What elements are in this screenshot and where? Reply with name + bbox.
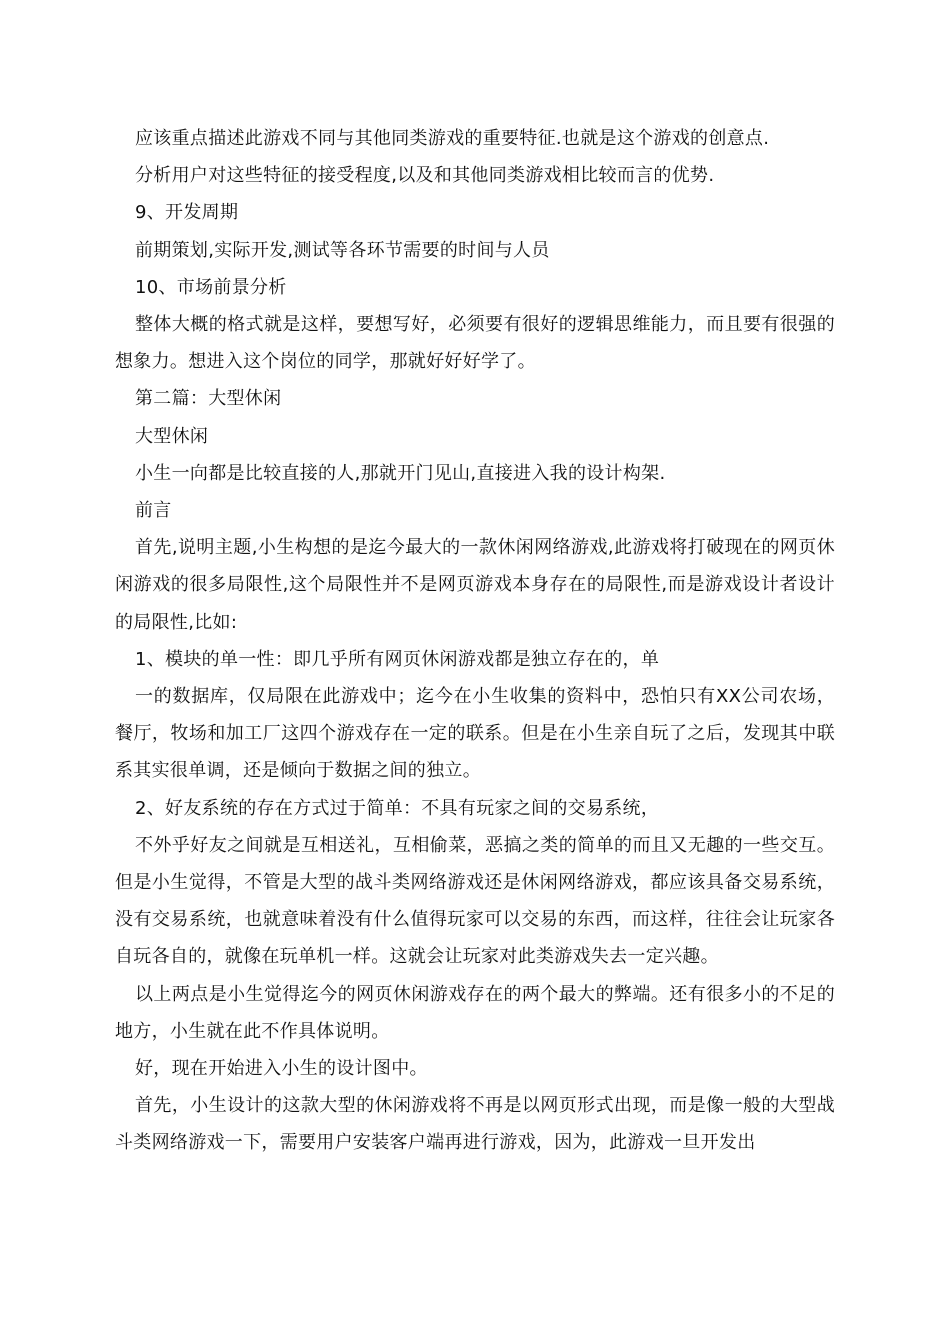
paragraph-enter-design: 好，现在开始进入小生的设计图中。 — [135, 1058, 428, 1080]
paragraph-drawbacks-summary: 以上两点是小生觉得迄今的网页休闲游戏存在的两个最大的弊端。还有很多小的不足的地方，小生就在此不作具体说明。 — [115, 983, 835, 1042]
paragraph-intro-direct: 小生一向都是比较直接的人,那就开门见山,直接进入我的设计构架. — [135, 462, 666, 484]
paragraph-feature-description: 应该重点描述此游戏不同与其他同类游戏的重要特征.也就是这个游戏的创意点. — [135, 128, 770, 149]
heading-large-casual: 大型休闲 — [135, 425, 209, 447]
paragraph-client-install: 首先，小生设计的这款大型的休闲游戏将不再是以网页形式出现，而是像一般的大型战斗类网络游戏一下，需要用户安装客户端再进行游戏，因为，此游戏一旦开发出 — [115, 1095, 835, 1154]
paragraph-point-one-title: 1、模块的单一性：即几乎所有网页休闲游戏都是独立存在的，单 — [135, 648, 660, 670]
paragraph-point-two-body: 不外乎好友之间就是互相送礼，互相偷菜，恶搞之类的简单的而且又无趣的一些交互。但是小生觉得，不管是大型的战斗类网络游戏还是休闲网络游戏，都应该具备交易系统，没有交易系统，也就意味着没有什么值得玩家可以交易的东西，而这样，往往会让玩家各自玩各自的，就像在玩单机一样。这就会让玩家对此类游戏失去一定兴趣。 — [115, 834, 835, 968]
paragraph-point-one-body: 一的数据库，仅局限在此游戏中；迄今在小生收集的资料中，恐怕只有XX公司农场，餐厅，牧场和加工厂这四个游戏存在一定的联系。但是在小生亲自玩了之后，发现其中联系其实很单调，还是倾向于数据之间的独立。 — [115, 686, 835, 782]
paragraph-user-acceptance: 分析用户对这些特征的接受程度,以及和其他同类游戏相比较而言的优势. — [135, 165, 715, 187]
paragraph-format-summary: 整体大概的格式就是这样，要想写好，必须要有很好的逻辑思维能力，而且要有很强的想象力。想进入这个岗位的同学，那就好好好学了。 — [115, 314, 835, 373]
heading-development-cycle: 9、开发周期 — [135, 202, 239, 224]
paragraph-development-time: 前期策划,实际开发,测试等各环节需要的时间与人员 — [135, 239, 550, 261]
heading-preface: 前言 — [135, 500, 172, 522]
heading-chapter-two: 第二篇：大型休闲 — [135, 388, 282, 410]
paragraph-point-two-title: 2、好友系统的存在方式过于简单：不具有玩家之间的交易系统， — [135, 797, 660, 819]
heading-market-analysis: 10、市场前景分析 — [135, 276, 287, 298]
document-page — [115, 120, 835, 1162]
paragraph-theme: 首先,说明主题,小生构想的是迄今最大的一款休闲网络游戏,此游戏将打破现在的网页休闲游戏的很多局限性,这个局限性并不是网页游戏本身存在的局限性,而是游戏设计者设计的局限性,比如: — [115, 537, 835, 633]
